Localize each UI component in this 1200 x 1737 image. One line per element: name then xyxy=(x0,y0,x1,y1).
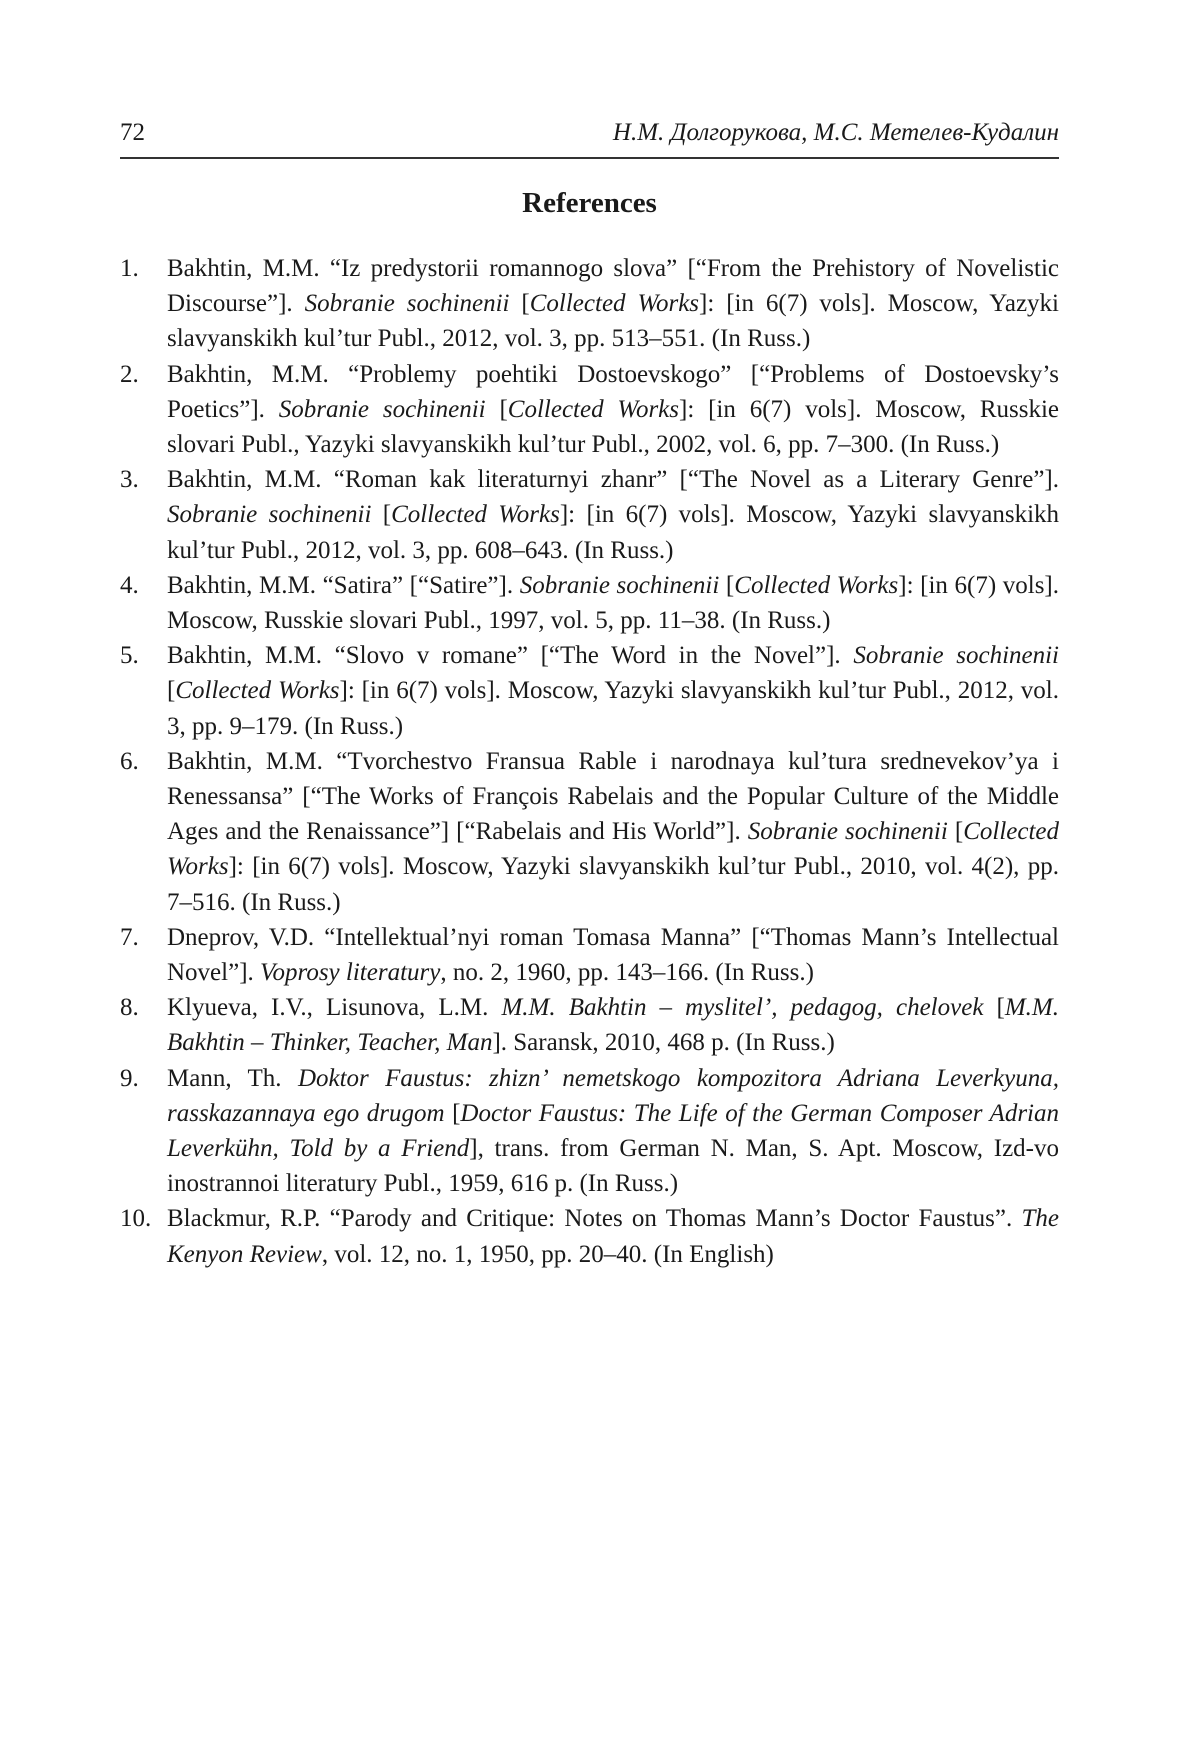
reference-item xyxy=(120,1061,1059,1202)
running-head-authors: Н.М. Долгорукова, М.С. Метелев-Кудалин xyxy=(612,119,1059,146)
reference-item xyxy=(120,920,1059,990)
reference-segment: ]: [in 6(7) vols]. Moscow, Russkie slovari Publ., Yazyki slavyanskikh kul’tur Publ., 2002, vol. 6, pp. 7–300. (In Russ.) xyxy=(167,395,1060,459)
reference-segment: ]: [in 6(7) vols]. Moscow, Yazyki slavyanskikh kul’tur Publ., 2012, vol. 3, pp. 608–643. (In Russ.) xyxy=(167,501,1060,564)
reference-text xyxy=(167,572,1059,634)
reference-text xyxy=(167,994,1059,1056)
reference-segment: Mann, Th. xyxy=(167,1064,298,1092)
page-number: 72 xyxy=(120,119,145,146)
reference-number: 3. xyxy=(120,466,139,494)
reference-segment: Bakhtin, M.M. “Roman kak literaturnyi zhanr” [“The Novel as a Literary Genre”]. xyxy=(167,466,1059,494)
reference-number: 9. xyxy=(120,1064,139,1092)
reference-segment: Bakhtin, M.M. “Satira” [“Satire”]. xyxy=(167,571,520,599)
reference-number: 4. xyxy=(120,571,139,599)
reference-item xyxy=(120,568,1059,638)
reference-segment: [ xyxy=(509,290,530,318)
reference-segment: [ xyxy=(485,395,508,423)
reference-number: 7. xyxy=(120,923,139,951)
reference-italic-segment: Voprosy literatury xyxy=(260,959,441,987)
reference-segment: Bakhtin, M.M. “Tvorchestvo Fransua Rable i narodnaya kul’tura srednevekov’ya i Renessansa” [“The Works of François Rabelais and the Popular Culture of the Middle Ages and the Renaissance”] [“Rabelais and His World”]. xyxy=(167,747,1059,846)
reference-item xyxy=(120,357,1059,463)
reference-italic-segment: Sobranie sochinenii xyxy=(278,395,486,423)
reference-italic-segment: Collected Works xyxy=(391,501,560,529)
reference-item xyxy=(120,1201,1059,1271)
reference-number: 8. xyxy=(120,994,139,1022)
section-title: References xyxy=(522,187,657,219)
reference-segment: ], trans. from German N. Man, S. Apt. Moscow, Izd-vo inostrannoi literatury Publ., 1959, 616 p. (In Russ.) xyxy=(167,1135,1059,1198)
reference-text xyxy=(167,748,1059,916)
reference-segment: Bakhtin, M.M. “Iz predystorii romannogo slova” [“From the Prehistory of Novelistic Discourse”]. xyxy=(167,255,1059,318)
reference-italic-segment: Sobranie sochinenii xyxy=(167,501,372,529)
reference-segment: [ xyxy=(947,818,964,846)
reference-italic-segment: Collected Works xyxy=(529,290,700,318)
reference-segment: , no. 2, 1960, pp. 143–166. (In Russ.) xyxy=(440,959,814,987)
reference-number: 1. xyxy=(120,255,139,282)
reference-segment: ]: [in 6(7) vols]. Moscow, Yazyki slavyanskikh kul’tur Publ., 2010, vol. 4(2), pp. 7–516. (In Russ.) xyxy=(167,853,1059,916)
reference-item xyxy=(120,990,1059,1060)
reference-italic-segment: Doktor Faustus: zhizn’ nemetskogo kompozitora Adriana Leverkyuna, rasskazannaya ego drugom xyxy=(167,1064,1059,1127)
reference-segment: ]: [in 6(7) vols]. Moscow, Yazyki slavyanskikh kul’tur Publ., 2012, vol. 3, pp. 9–179. (In Russ.) xyxy=(167,677,1059,740)
reference-segment: [ xyxy=(983,994,1005,1022)
reference-italic-segment: Doctor Faustus: The Life of the German Composer Adrian Leverkühn, Told by a Friend xyxy=(167,1099,1060,1163)
reference-italic-segment: Sobranie sochinenii xyxy=(519,571,720,599)
reference-number: 5. xyxy=(120,642,139,670)
reference-list xyxy=(120,251,1059,1272)
reference-italic-segment: Sobranie sochinenii xyxy=(304,290,510,318)
reference-number: 10. xyxy=(120,1205,152,1233)
reference-segment: [ xyxy=(719,571,735,599)
running-head xyxy=(120,118,1059,159)
reference-item xyxy=(120,638,1059,744)
reference-segment: ]. Saransk, 2010, 468 p. (In Russ.) xyxy=(492,1029,835,1057)
reference-segment: ]: [in 6(7) vols]. Moscow, Yazyki slavyanskikh kul’tur Publ., 2012, vol. 3, pp. 513–551. (In Russ.) xyxy=(167,290,1059,353)
reference-text xyxy=(167,1205,1059,1267)
reference-segment: [ xyxy=(371,501,392,529)
reference-text xyxy=(167,255,1059,352)
reference-italic-segment: M.M. Bakhtin – myslitel’, pedagog, chelovek xyxy=(501,994,984,1022)
reference-text xyxy=(167,642,1059,739)
reference-italic-segment: Collected Works xyxy=(507,395,679,423)
reference-text xyxy=(167,1065,1059,1198)
reference-item xyxy=(120,462,1059,568)
reference-number: 2. xyxy=(120,360,139,388)
reference-item xyxy=(120,251,1059,357)
reference-segment: , vol. 12, no. 1, 1950, pp. 20–40. (In English) xyxy=(321,1240,774,1268)
reference-italic-segment: Collected Works xyxy=(175,677,340,705)
reference-italic-segment: Sobranie sochinenii xyxy=(853,642,1060,670)
reference-number: 6. xyxy=(120,747,139,775)
reference-italic-segment: The Kenyon Review xyxy=(167,1205,1059,1268)
reference-italic-segment: M.M. Bakhtin – Thinker, Teacher, Man xyxy=(167,994,1059,1057)
reference-text xyxy=(167,924,1059,986)
reference-segment: [ xyxy=(444,1099,461,1127)
reference-text xyxy=(167,361,1059,458)
reference-italic-segment: Collected Works xyxy=(167,818,1060,881)
reference-segment: Bakhtin, M.M. “Problemy poehtiki Dostoevskogo” [“Problems of Dostoevsky’s Poetics”]. xyxy=(167,360,1059,423)
reference-segment: Dneprov, V.D. “Intellektual’nyi roman Tomasa Manna” [“Thomas Mann’s Intellectual Novel”]. xyxy=(167,923,1059,987)
page xyxy=(120,118,1059,1272)
reference-segment: [ xyxy=(167,677,176,705)
reference-segment: Blackmur, R.P. “Parody and Critique: Notes on Thomas Mann’s Doctor Faustus”. xyxy=(167,1205,1022,1233)
reference-text xyxy=(167,466,1059,563)
reference-italic-segment: Sobranie sochinenii xyxy=(747,818,948,846)
reference-item xyxy=(120,744,1059,920)
reference-segment: Bakhtin, M.M. “Slovo v romane” [“The Word in the Novel”]. xyxy=(167,642,854,670)
reference-segment: ]: [in 6(7) vols]. Moscow, Russkie slovari Publ., 1997, vol. 5, pp. 11–38. (In Russ.) xyxy=(167,571,1060,635)
reference-italic-segment: Collected Works xyxy=(734,571,899,599)
reference-segment: Klyueva, I.V., Lisunova, L.M. xyxy=(167,994,502,1022)
